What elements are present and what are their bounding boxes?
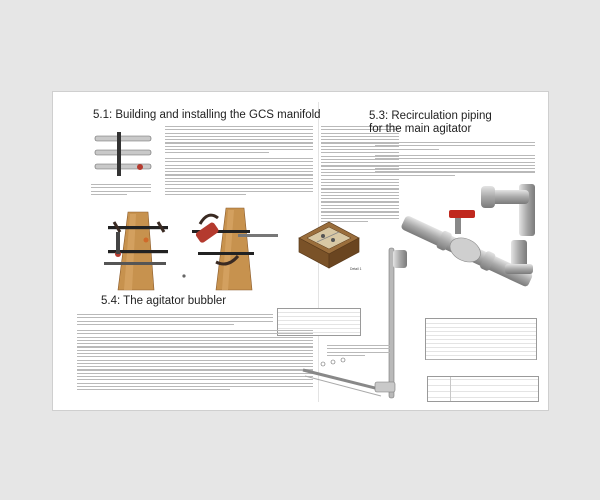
detail-label: Detail 1 bbox=[350, 267, 362, 271]
recirculation-title-line-2: for the main agitator bbox=[369, 123, 472, 135]
section-title-manifold: 5.1: Building and installing the GCS manifold bbox=[93, 109, 321, 121]
recirculation-paragraph-2 bbox=[375, 155, 535, 178]
manifold-caption bbox=[91, 184, 151, 197]
bubbler-paragraph-2 bbox=[77, 330, 313, 392]
recirculation-piping-illustration bbox=[393, 180, 549, 290]
bubbler-paragraph-1 bbox=[77, 314, 273, 327]
manifold-paragraph-2 bbox=[165, 158, 313, 197]
section-title-recirculation bbox=[369, 110, 492, 136]
drawing-title-block bbox=[427, 376, 539, 402]
recirculation-title-line-1: 5.3: Recirculation piping bbox=[369, 110, 492, 122]
bubbler-caption bbox=[327, 345, 391, 358]
recirculation-parts-table bbox=[425, 318, 537, 360]
manifold-installation-illustration bbox=[88, 204, 288, 292]
section-title-bubbler: 5.4: The agitator bubbler bbox=[101, 295, 227, 307]
recirculation-paragraph-1 bbox=[375, 142, 535, 152]
document-page bbox=[52, 91, 549, 411]
manifold-pipe-sketch bbox=[91, 130, 161, 180]
manifold-paragraph-1 bbox=[165, 126, 313, 156]
